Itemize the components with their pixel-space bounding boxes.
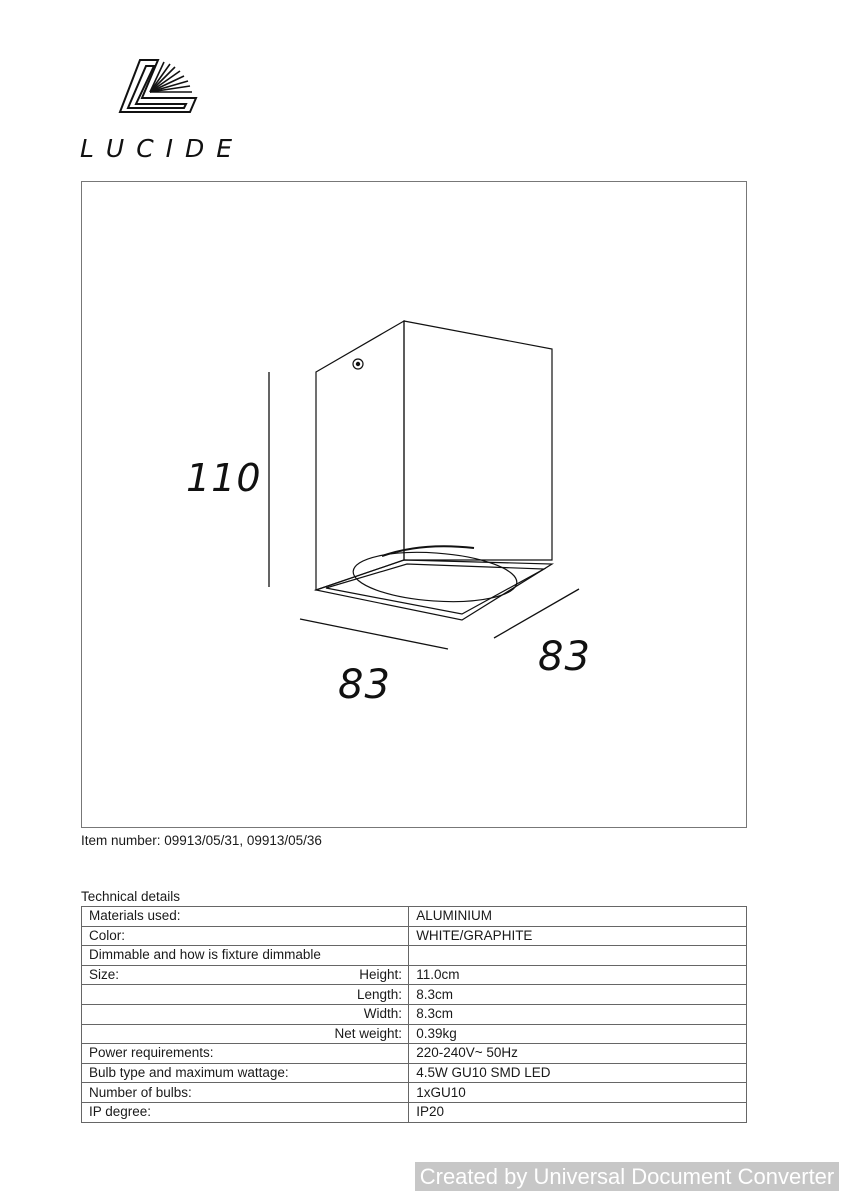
spec-label: Size:	[89, 967, 120, 983]
converter-watermark: Created by Universal Document Converter	[415, 1162, 839, 1191]
item-number: Item number: 09913/05/31, 09913/05/36	[81, 833, 322, 848]
length-dimension-line	[300, 619, 448, 649]
brand-wordmark: LUCIDE	[80, 134, 245, 163]
spec-value: 220-240V~ 50Hz	[409, 1044, 747, 1064]
spec-label: Number of bulbs:	[89, 1084, 192, 1100]
technical-details-title: Technical details	[81, 889, 181, 904]
table-row	[82, 1063, 747, 1083]
table-row	[82, 926, 747, 946]
spec-value: 0.39kg	[409, 1024, 747, 1044]
product-drawing-frame	[81, 181, 747, 828]
table-row	[82, 946, 747, 966]
spec-sublabel: Net weight:	[334, 1025, 402, 1041]
spec-value	[409, 946, 747, 966]
table-row	[82, 907, 747, 927]
spec-value: 8.3cm	[409, 985, 747, 1005]
spec-label: Materials used:	[89, 908, 181, 924]
table-row	[82, 1044, 747, 1064]
width-dimension-line	[494, 589, 579, 638]
table-row	[82, 985, 747, 1005]
spec-value: 8.3cm	[409, 1004, 747, 1024]
table-row	[82, 1083, 747, 1103]
spec-value: 4.5W GU10 SMD LED	[409, 1063, 747, 1083]
table-row	[82, 965, 747, 985]
spec-label: Power requirements:	[89, 1045, 214, 1061]
spec-value: 11.0cm	[409, 965, 747, 985]
spec-value: IP20	[409, 1102, 747, 1122]
box-left-face	[316, 321, 404, 590]
table-row	[82, 1024, 747, 1044]
spec-sublabel: Length:	[356, 986, 402, 1002]
spec-sublabel: Width:	[363, 1006, 402, 1022]
box-right-face	[404, 321, 552, 560]
product-drawing	[82, 182, 748, 829]
technical-details-table	[81, 906, 747, 1123]
spec-label: Dimmable and how is fixture dimmable	[89, 947, 321, 963]
height-dimension-label: 110	[186, 456, 262, 500]
length-dimension-label: 83	[338, 662, 391, 708]
spec-value: 1xGU10	[409, 1083, 747, 1103]
width-dimension-label: 83	[538, 634, 591, 680]
spec-label: Color:	[89, 927, 126, 943]
spec-value: WHITE/GRAPHITE	[409, 926, 747, 946]
table-row	[82, 1004, 747, 1024]
spec-value: ALUMINIUM	[409, 907, 747, 927]
spec-label: IP degree:	[89, 1104, 152, 1120]
table-row	[82, 1102, 747, 1122]
box-bottom-face	[316, 560, 552, 620]
spec-sublabel: Height:	[359, 967, 402, 983]
spec-label: Bulb type and maximum wattage:	[89, 1065, 289, 1081]
